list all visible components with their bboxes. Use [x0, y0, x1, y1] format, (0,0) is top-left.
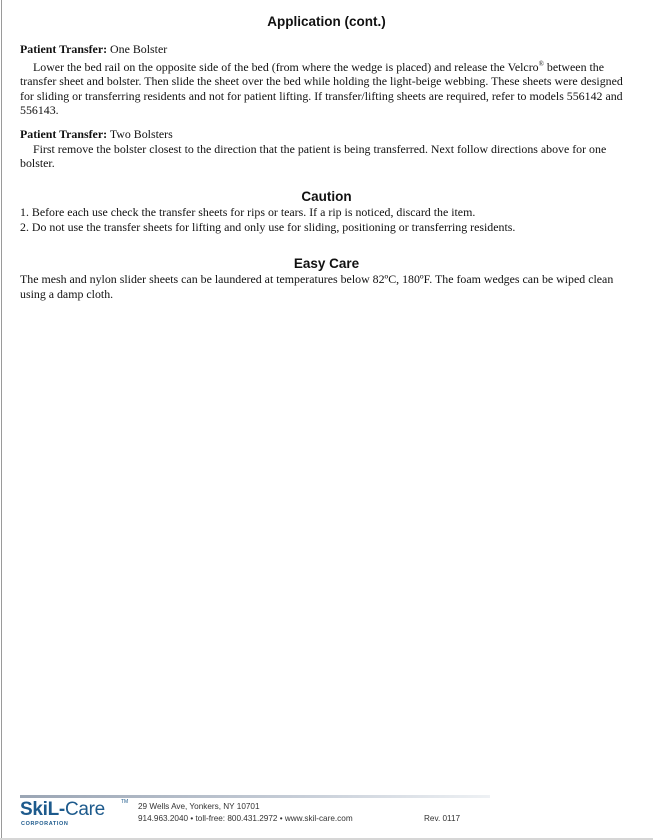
logo-secondary: Care	[64, 799, 105, 820]
easy-care-text: The mesh and nylon slider sheets can be laundered at temperatures below 82ºC, 180ºF. The foam wedges can be wiped clean using a damp cloth.	[20, 272, 614, 301]
registered-mark: ®	[538, 59, 544, 68]
page-title: Application (cont.)	[267, 14, 386, 29]
two-bolsters-heading	[20, 127, 636, 142]
caution-list	[20, 205, 636, 234]
logo-trademark: TM	[121, 799, 129, 805]
page-left-edge	[1, 0, 2, 840]
logo-wordmark	[20, 799, 105, 821]
caution-item-1: 1. Before each use check the transfer sheets for rips or tears. If a rip is noticed, discard the item.	[20, 205, 476, 219]
logo-primary: SkiL-	[20, 799, 65, 820]
easy-care-heading: Easy Care	[293, 256, 360, 271]
one-bolster-label-rest: One Bolster	[107, 42, 168, 56]
section-one-bolster	[20, 42, 636, 118]
one-bolster-instructions	[20, 57, 636, 118]
footer-revision: Rev. 0117	[424, 814, 461, 823]
two-bolsters-instructions: First remove the bolster closest to the direction that the patient is being transferred. Next follow directions above for one bolster.	[20, 141, 607, 171]
skil-care-logo	[20, 799, 132, 829]
one-bolster-text-2: between the transfer sheet and bolster. Then slide the sheet over the bed while holding the light-beige webbing. These sheets were designed for sliding or transferring residents and not for patient lifting. If transfer/lifting sheets are required, refer to models 556142 and 556143.	[20, 59, 623, 118]
two-bolsters-label: Patient Transfer:	[20, 127, 108, 141]
one-bolster-label: Patient Transfer:	[20, 42, 108, 56]
footer-rule	[20, 795, 490, 798]
footer	[20, 793, 630, 833]
one-bolster-heading	[20, 42, 636, 57]
section-two-bolsters	[20, 127, 636, 171]
footer-address: 29 Wells Ave, Yonkers, NY 10701	[138, 802, 260, 811]
one-bolster-text-1: Lower the bed rail on the opposite side of the bed (from where the wedge is placed) and release the Velcro	[33, 59, 539, 74]
caution-item-2: 2. Do not use the transfer sheets for lifting and only use for sliding, positioning or transferring residents.	[20, 219, 516, 234]
two-bolsters-label-rest: Two Bolsters	[107, 127, 173, 141]
footer-contact: 914.963.2040 • toll-free: 800.431.2972 • www.skil-care.com	[138, 814, 353, 823]
caution-heading: Caution	[301, 189, 352, 204]
logo-corporation: CORPORATION	[21, 821, 69, 827]
